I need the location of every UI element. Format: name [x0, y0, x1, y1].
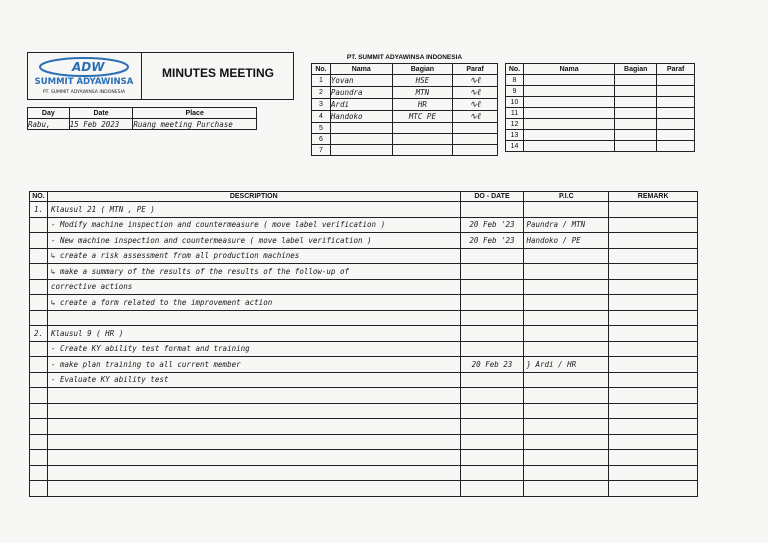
attendance-bagian [615, 130, 657, 141]
attendance-paraf [453, 123, 498, 134]
minutes-pic [524, 279, 609, 295]
minutes-no [30, 279, 48, 295]
minutes-remark [609, 202, 698, 218]
attendance-no: 6 [312, 134, 331, 145]
minutes-pic [524, 326, 609, 342]
minutes-dodate [460, 372, 524, 388]
minutes-row [30, 372, 698, 388]
minutes-description-header: DESCRIPTION [47, 192, 460, 202]
attendance-title: PT. SUMMIT ADYAWINSA INDONESIA [346, 54, 463, 61]
meeting-info-table [27, 107, 257, 130]
attendance-row [312, 87, 498, 99]
attendance-bagian [615, 97, 657, 108]
attendance-nama-header: Nama [330, 64, 392, 75]
minutes-row [30, 419, 698, 435]
attendance-nama: Ardi [330, 99, 392, 111]
attendance-row [312, 99, 498, 111]
minutes-pic [524, 450, 609, 466]
day-header: Day [28, 108, 70, 119]
day-value: Rabu, [28, 119, 70, 130]
minutes-remark [609, 388, 698, 404]
minutes-pic [524, 419, 609, 435]
attendance-bagian: HR [392, 99, 453, 111]
minutes-pic-header: P.I.C [524, 192, 609, 202]
minutes-dodate [460, 403, 524, 419]
minutes-no [30, 481, 48, 497]
minutes-no [30, 419, 48, 435]
attendance-bagian: HSE [392, 75, 453, 87]
minutes-row [30, 279, 698, 295]
minutes-row [30, 388, 698, 404]
logo-company-line: PT. SUMMIT ADYAWINSA INDONESIA [42, 90, 126, 95]
minutes-row [30, 465, 698, 481]
attendance-bagian [615, 119, 657, 130]
attendance-bagian [615, 75, 657, 86]
minutes-dodate [460, 388, 524, 404]
minutes-dodate [460, 279, 524, 295]
minutes-remark [609, 248, 698, 264]
attendance-bagian [615, 86, 657, 97]
attendance-row [506, 130, 695, 141]
minutes-dodate [460, 465, 524, 481]
minutes-description [47, 481, 460, 497]
attendance-paraf [657, 86, 695, 97]
minutes-remark [609, 403, 698, 419]
minutes-pic [524, 434, 609, 450]
place-value: Ruang meeting Purchase [133, 119, 257, 130]
minutes-pic [524, 388, 609, 404]
attendance-row [312, 145, 498, 156]
minutes-remark [609, 357, 698, 373]
logo-brand-text: ADW [72, 60, 105, 74]
attendance-nama-header-right: Nama [523, 64, 614, 75]
minutes-pic [524, 481, 609, 497]
minutes-dodate: 20 Feb 23 [460, 357, 524, 373]
minutes-no: 1. [30, 202, 48, 218]
minutes-remark [609, 465, 698, 481]
attendance-nama: Yovan [330, 75, 392, 87]
minutes-no-header: NO. [30, 192, 48, 202]
minutes-description: Klausul 21 ( MTN , PE ) [47, 202, 460, 218]
date-value: 15 Feb 2023 [69, 119, 133, 130]
attendance-bagian-header-right: Bagian [615, 64, 657, 75]
minutes-remark [609, 310, 698, 326]
minutes-pic: } Ardi / HR [524, 357, 609, 373]
attendance-nama [523, 141, 614, 152]
minutes-remark [609, 233, 698, 249]
attendance-row [506, 97, 695, 108]
minutes-pic [524, 264, 609, 280]
minutes-pic [524, 372, 609, 388]
signature-icon: ∿ℓ [469, 76, 481, 86]
attendance-nama: Paundra [330, 87, 392, 99]
minutes-description: ↳ create a form related to the improvement action [47, 295, 460, 311]
minutes-pic: Paundra / MTN [524, 217, 609, 233]
minutes-remark [609, 279, 698, 295]
minutes-pic [524, 341, 609, 357]
attendance-bagian [392, 123, 453, 134]
attendance-no: 9 [506, 86, 524, 97]
minutes-description [47, 403, 460, 419]
minutes-dodate [460, 481, 524, 497]
minutes-no [30, 403, 48, 419]
attendance-no: 4 [312, 111, 331, 123]
minutes-description: - make plan training to all current member [47, 357, 460, 373]
signature-icon: ∿ℓ [469, 88, 481, 98]
attendance-row [506, 119, 695, 130]
attendance-nama [330, 123, 392, 134]
minutes-dodate [460, 264, 524, 280]
minutes-remark [609, 434, 698, 450]
minutes-pic [524, 310, 609, 326]
minutes-description [47, 450, 460, 466]
attendance-paraf-header-right: Paraf [657, 64, 695, 75]
minutes-description: - Modify machine inspection and countermeasure ( move label verification ) [47, 217, 460, 233]
minutes-dodate [460, 248, 524, 264]
attendance-bagian [392, 134, 453, 145]
attendance-nama [523, 97, 614, 108]
minutes-no [30, 217, 48, 233]
attendance-no: 8 [506, 75, 524, 86]
company-logo-icon [32, 55, 137, 95]
minutes-row [30, 481, 698, 497]
signature-icon: ∿ℓ [469, 100, 481, 110]
attendance-paraf-header: Paraf [453, 64, 498, 75]
minutes-no [30, 233, 48, 249]
minutes-remark [609, 341, 698, 357]
minutes-remark [609, 372, 698, 388]
attendance-nama [523, 75, 614, 86]
minutes-remark [609, 481, 698, 497]
attendance-no: 13 [506, 130, 524, 141]
minutes-description [47, 419, 460, 435]
attendance-paraf [453, 111, 498, 123]
attendance-bagian [615, 108, 657, 119]
date-header: Date [69, 108, 133, 119]
minutes-remark [609, 326, 698, 342]
attendance-no-header-right: No. [506, 64, 524, 75]
minutes-remark [609, 295, 698, 311]
minutes-row [30, 326, 698, 342]
minutes-description: Klausul 9 ( HR ) [47, 326, 460, 342]
attendance-no: 2 [312, 87, 331, 99]
minutes-no [30, 341, 48, 357]
attendance-paraf [453, 75, 498, 87]
attendance-paraf [453, 134, 498, 145]
minutes-no [30, 310, 48, 326]
minutes-row [30, 434, 698, 450]
minutes-no: 2. [30, 326, 48, 342]
minutes-dodate [460, 450, 524, 466]
minutes-description: - Evaluate KY ability test [47, 372, 460, 388]
minutes-no [30, 295, 48, 311]
attendance-row [506, 86, 695, 97]
attendance-row [506, 108, 695, 119]
attendance-nama [523, 130, 614, 141]
minutes-row [30, 450, 698, 466]
minutes-no [30, 465, 48, 481]
attendance-bagian [615, 141, 657, 152]
minutes-row [30, 310, 698, 326]
attendance-bagian: MTN [392, 87, 453, 99]
minutes-dodate [460, 310, 524, 326]
attendance-no: 10 [506, 97, 524, 108]
attendance-no: 7 [312, 145, 331, 156]
minutes-no [30, 434, 48, 450]
minutes-description [47, 310, 460, 326]
attendance-row [506, 75, 695, 86]
minutes-remark-header: REMARK [609, 192, 698, 202]
minutes-row [30, 264, 698, 280]
minutes-row [30, 202, 698, 218]
minutes-remark [609, 264, 698, 280]
minutes-remark [609, 419, 698, 435]
minutes-row [30, 217, 698, 233]
attendance-no: 11 [506, 108, 524, 119]
minutes-dodate: 20 Feb '23 [460, 217, 524, 233]
minutes-description: ↳ make a summary of the results of the results of the follow-up of [47, 264, 460, 280]
minutes-no [30, 450, 48, 466]
minutes-row [30, 233, 698, 249]
minutes-no [30, 357, 48, 373]
minutes-dodate [460, 341, 524, 357]
attendance-table-right [505, 63, 695, 152]
minutes-no [30, 372, 48, 388]
attendance-nama: Handoko [330, 111, 392, 123]
attendance-nama [330, 145, 392, 156]
attendance-bagian-header: Bagian [392, 64, 453, 75]
minutes-pic [524, 248, 609, 264]
attendance-paraf [453, 145, 498, 156]
minutes-no [30, 248, 48, 264]
attendance-bagian: MTC PE [392, 111, 453, 123]
attendance-row [312, 111, 498, 123]
logo-name: SUMMIT ADYAWINSA [34, 77, 134, 87]
minutes-dodate [460, 326, 524, 342]
attendance-no: 14 [506, 141, 524, 152]
attendance-no: 1 [312, 75, 331, 87]
minutes-row [30, 403, 698, 419]
minutes-description: ↳ create a risk assessment from all production machines [47, 248, 460, 264]
minutes-row [30, 295, 698, 311]
attendance-row [312, 123, 498, 134]
attendance-row [506, 141, 695, 152]
minutes-pic [524, 295, 609, 311]
minutes-dodate [460, 202, 524, 218]
attendance-paraf [657, 119, 695, 130]
minutes-description [47, 434, 460, 450]
minutes-pic: Handoko / PE [524, 233, 609, 249]
attendance-nama [330, 134, 392, 145]
attendance-nama [523, 119, 614, 130]
attendance-paraf [657, 141, 695, 152]
minutes-dodate [460, 419, 524, 435]
minutes-no [30, 388, 48, 404]
minutes-row [30, 248, 698, 264]
attendance-paraf [657, 97, 695, 108]
minutes-pic [524, 403, 609, 419]
minutes-remark [609, 450, 698, 466]
attendance-nama [523, 86, 614, 97]
signature-icon: ∿ℓ [469, 112, 481, 122]
minutes-row [30, 341, 698, 357]
minutes-dodate-header: DO - DATE [460, 192, 524, 202]
minutes-remark [609, 217, 698, 233]
minutes-pic [524, 202, 609, 218]
minutes-table [29, 191, 698, 497]
attendance-paraf [657, 130, 695, 141]
attendance-row [312, 75, 498, 87]
attendance-paraf [657, 75, 695, 86]
attendance-paraf [657, 108, 695, 119]
minutes-description [47, 465, 460, 481]
minutes-pic [524, 465, 609, 481]
attendance-no-header: No. [312, 64, 331, 75]
attendance-no: 5 [312, 123, 331, 134]
minutes-row [30, 357, 698, 373]
attendance-no: 12 [506, 119, 524, 130]
attendance-paraf [453, 99, 498, 111]
page-title: MINUTES MEETING [161, 66, 274, 80]
attendance-row [312, 134, 498, 145]
minutes-description: - New machine inspection and countermeasure ( move label verification ) [47, 233, 460, 249]
attendance-paraf [453, 87, 498, 99]
minutes-description [47, 388, 460, 404]
attendance-nama [523, 108, 614, 119]
minutes-description: corrective actions [47, 279, 460, 295]
minutes-dodate: 20 Feb '23 [460, 233, 524, 249]
attendance-bagian [392, 145, 453, 156]
minutes-dodate [460, 434, 524, 450]
attendance-table-left [311, 63, 498, 156]
minutes-no [30, 264, 48, 280]
minutes-dodate [460, 295, 524, 311]
attendance-no: 3 [312, 99, 331, 111]
minutes-description: - Create KY ability test format and training [47, 341, 460, 357]
place-header: Place [133, 108, 257, 119]
